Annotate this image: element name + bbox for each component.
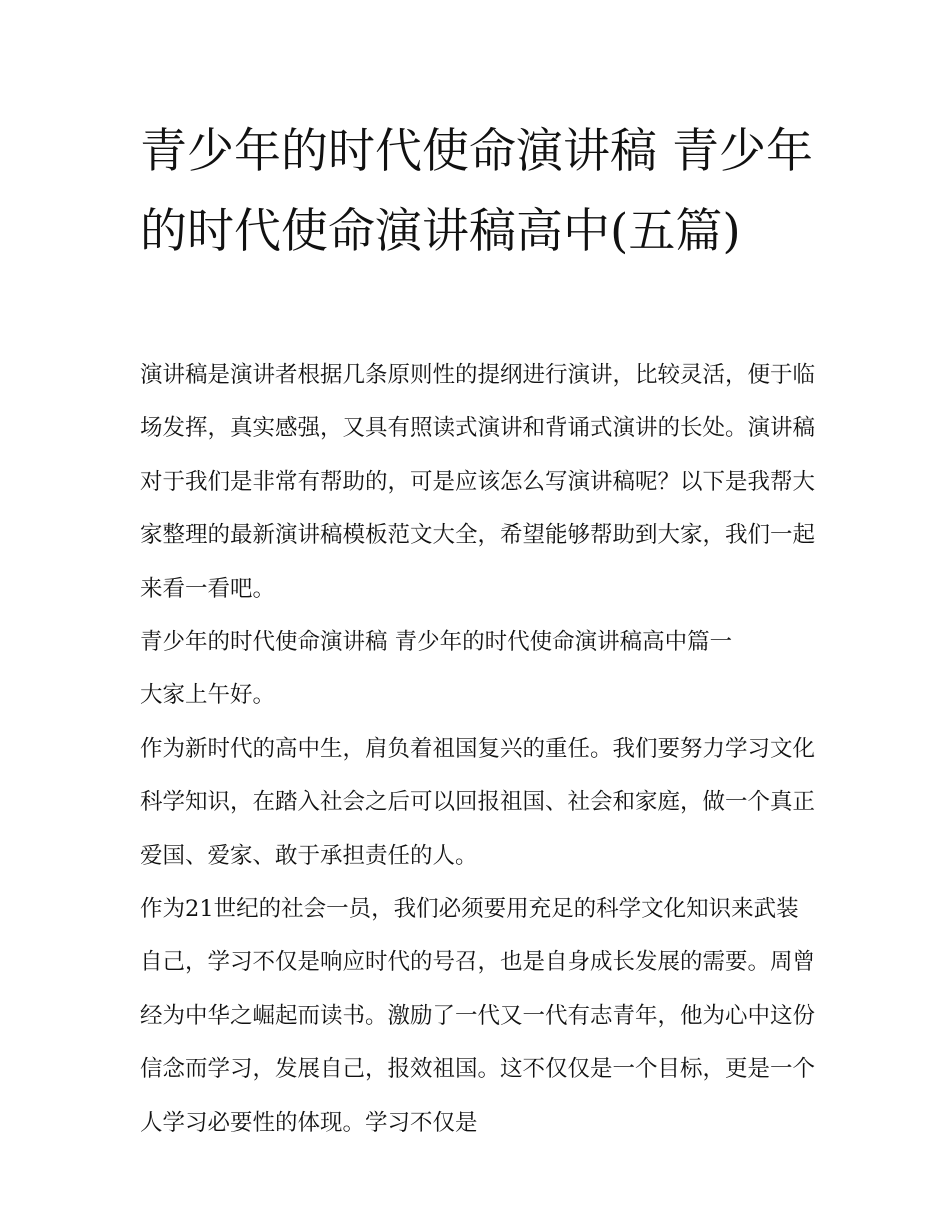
paragraph-body-1: 作为新时代的高中生，肩负着祖国复兴的重任。我们要努力学习文化科学知识，在踏入社会之后可以回报祖国、社会和家庭，做一个真正爱国、爱家、敢于承担责任的人。 bbox=[140, 735, 816, 869]
document-body bbox=[140, 349, 820, 1150]
paragraph-body-2: 作为21世纪的社会一员，我们必须要用充足的科学文化知识来武装自己，学习不仅是响应时代的号召，也是自身成长发展的需要。周曾经为中华之崛起而读书。激励了一代又一代有志青年，他为心中这份信念而学习，发展自己，报效祖国。这不仅仅是一个目标，更是一个人学习必要性的体现。学习不仅是 bbox=[140, 896, 816, 1136]
document-title: 青少年的时代使命演讲稿 青少年的时代使命演讲稿高中(五篇) bbox=[140, 124, 813, 259]
paragraph-intro: 演讲稿是演讲者根据几条原则性的提纲进行演讲，比较灵活，便于临场发挥，真实感强，又具有照读式演讲和背诵式演讲的长处。演讲稿对于我们是非常有帮助的，可是应该怎么写演讲稿呢？以下是我帮大家整理的最新演讲稿模板范文大全，希望能够帮助到大家，我们一起来看一看吧。 bbox=[140, 362, 816, 602]
paragraph-greeting: 大家上午好。 bbox=[140, 682, 276, 709]
paragraph-section-heading: 青少年的时代使命演讲稿 青少年的时代使命演讲稿高中篇一 bbox=[140, 629, 733, 656]
